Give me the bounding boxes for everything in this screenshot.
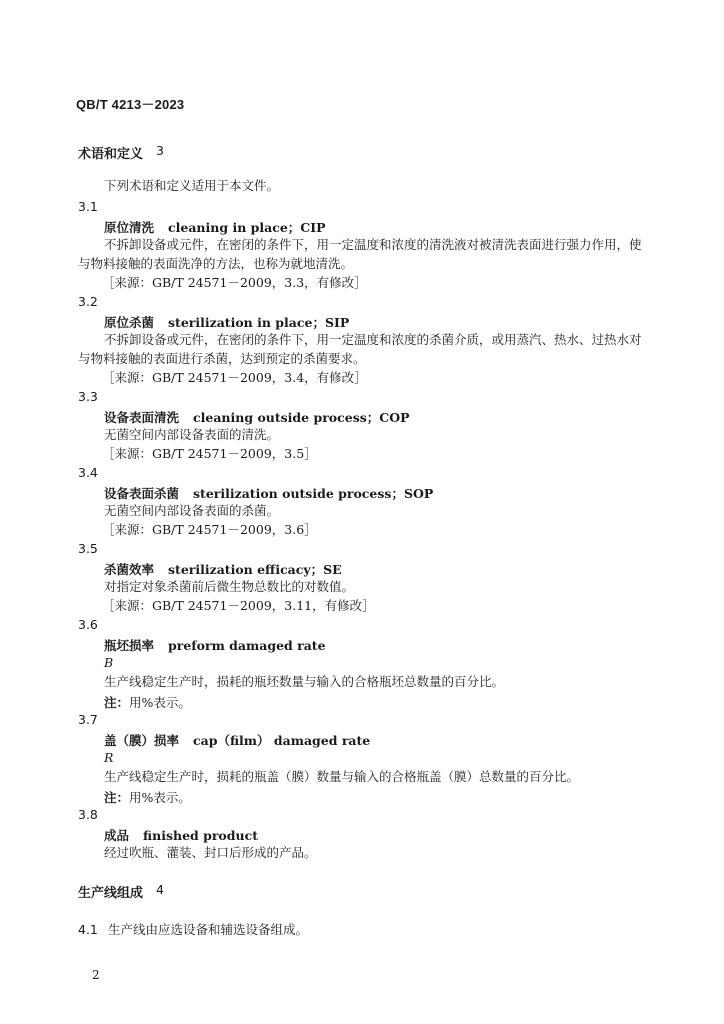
note-text: 用%表示。	[129, 790, 191, 805]
term-zh: 瓶坯损率	[104, 638, 155, 653]
term-zh: 设备表面杀菌	[104, 486, 180, 501]
term-source: ［来源：GB/T 24571－2009，3.6］	[102, 522, 317, 537]
term-number: 3.2	[78, 294, 98, 309]
term-definition: 生产线稳定生产时，损耗的瓶盖（膜）数量与输入的合格瓶盖（膜）总数量的百分比。	[104, 769, 580, 784]
term-heading	[104, 484, 433, 502]
term-symbol: R	[104, 750, 114, 765]
term-zh: 杀菌效率	[104, 562, 155, 577]
section-number: 3	[156, 143, 164, 158]
term-heading	[104, 408, 410, 426]
term-source: ［来源：GB/T 24571－2009，3.3，有修改］	[102, 275, 367, 290]
term-definition-cont: 与物料接触的表面洗净的方法，也称为就地清洗。	[78, 256, 354, 271]
term-heading	[104, 560, 342, 578]
term-definition: 无菌空间内部设备表面的清洗。	[104, 427, 280, 442]
term-zh: 原位清洗	[104, 220, 155, 235]
term-source: ［来源：GB/T 24571－2009，3.11，有修改］	[102, 598, 375, 613]
term-number: 3.6	[78, 617, 98, 632]
term-en: sterilization in place；SIP	[168, 315, 350, 330]
term-definition: 不拆卸设备或元件，在密闭的条件下，用一定温度和浓度的杀菌介质，或用蒸汽、热水、过热水对	[104, 332, 642, 347]
standard-code: QB/T 4213－2023	[76, 97, 185, 112]
page-number: 2	[92, 968, 100, 982]
term-definition: 生产线稳定生产时，损耗的瓶坯数量与输入的合格瓶坯总数量的百分比。	[104, 674, 505, 689]
note-label: 注：	[104, 695, 130, 710]
term-note	[104, 693, 191, 711]
term-definition: 对指定对象杀菌前后微生物总数比的对数值。	[104, 579, 355, 594]
term-source: ［来源：GB/T 24571－2009，3.4，有修改］	[102, 370, 367, 385]
term-zh: 成品	[104, 828, 130, 843]
term-number: 3.5	[78, 541, 98, 556]
term-number: 3.3	[78, 389, 98, 404]
clause-4-1	[78, 920, 308, 938]
section-title: 生产线组成	[78, 886, 144, 901]
term-en: sterilization outside process；SOP	[193, 486, 434, 501]
term-heading	[104, 731, 370, 749]
term-zh: 原位杀菌	[104, 315, 155, 330]
term-zh: 设备表面清洗	[104, 410, 180, 425]
term-definition: 无菌空间内部设备表面的杀菌。	[104, 503, 280, 518]
term-en: finished product	[143, 828, 258, 843]
term-number: 3.7	[78, 712, 98, 727]
term-source: ［来源：GB/T 24571－2009，3.5］	[102, 446, 317, 461]
term-en: cap（film） damaged rate	[193, 733, 371, 748]
section-4-heading	[78, 882, 164, 901]
term-number: 3.8	[78, 807, 98, 822]
term-heading	[104, 313, 349, 331]
term-number: 3.1	[78, 199, 98, 214]
note-text: 用%表示。	[129, 695, 191, 710]
section-3-heading	[78, 143, 164, 162]
term-en: cleaning outside process；COP	[193, 410, 410, 425]
term-definition: 不拆卸设备或元件，在密闭的条件下，用一定温度和浓度的清洗液对被清洗表面进行强力作用，使	[104, 237, 642, 252]
section-title: 术语和定义	[78, 147, 144, 162]
term-heading	[104, 218, 325, 236]
clause-number: 4.1	[78, 922, 98, 937]
term-en: sterilization efficacy；SE	[168, 562, 342, 577]
term-note	[104, 788, 191, 806]
term-zh: 盖（膜）损率	[104, 733, 180, 748]
section-intro: 下列术语和定义适用于本文件。	[104, 178, 280, 193]
term-en: preform damaged rate	[168, 638, 326, 653]
term-number: 3.4	[78, 465, 98, 480]
clause-text: 生产线由应选设备和辅选设备组成。	[108, 922, 309, 937]
term-symbol: B	[104, 655, 114, 670]
term-heading	[104, 826, 258, 844]
term-heading	[104, 636, 326, 654]
term-en: cleaning in place；CIP	[168, 220, 326, 235]
term-definition-cont: 与物料接触的表面进行杀菌，达到预定的杀菌要求。	[78, 351, 366, 366]
term-definition: 经过吹瓶、灌装、封口后形成的产品。	[104, 845, 317, 860]
section-number: 4	[156, 882, 164, 897]
note-label: 注：	[104, 790, 130, 805]
